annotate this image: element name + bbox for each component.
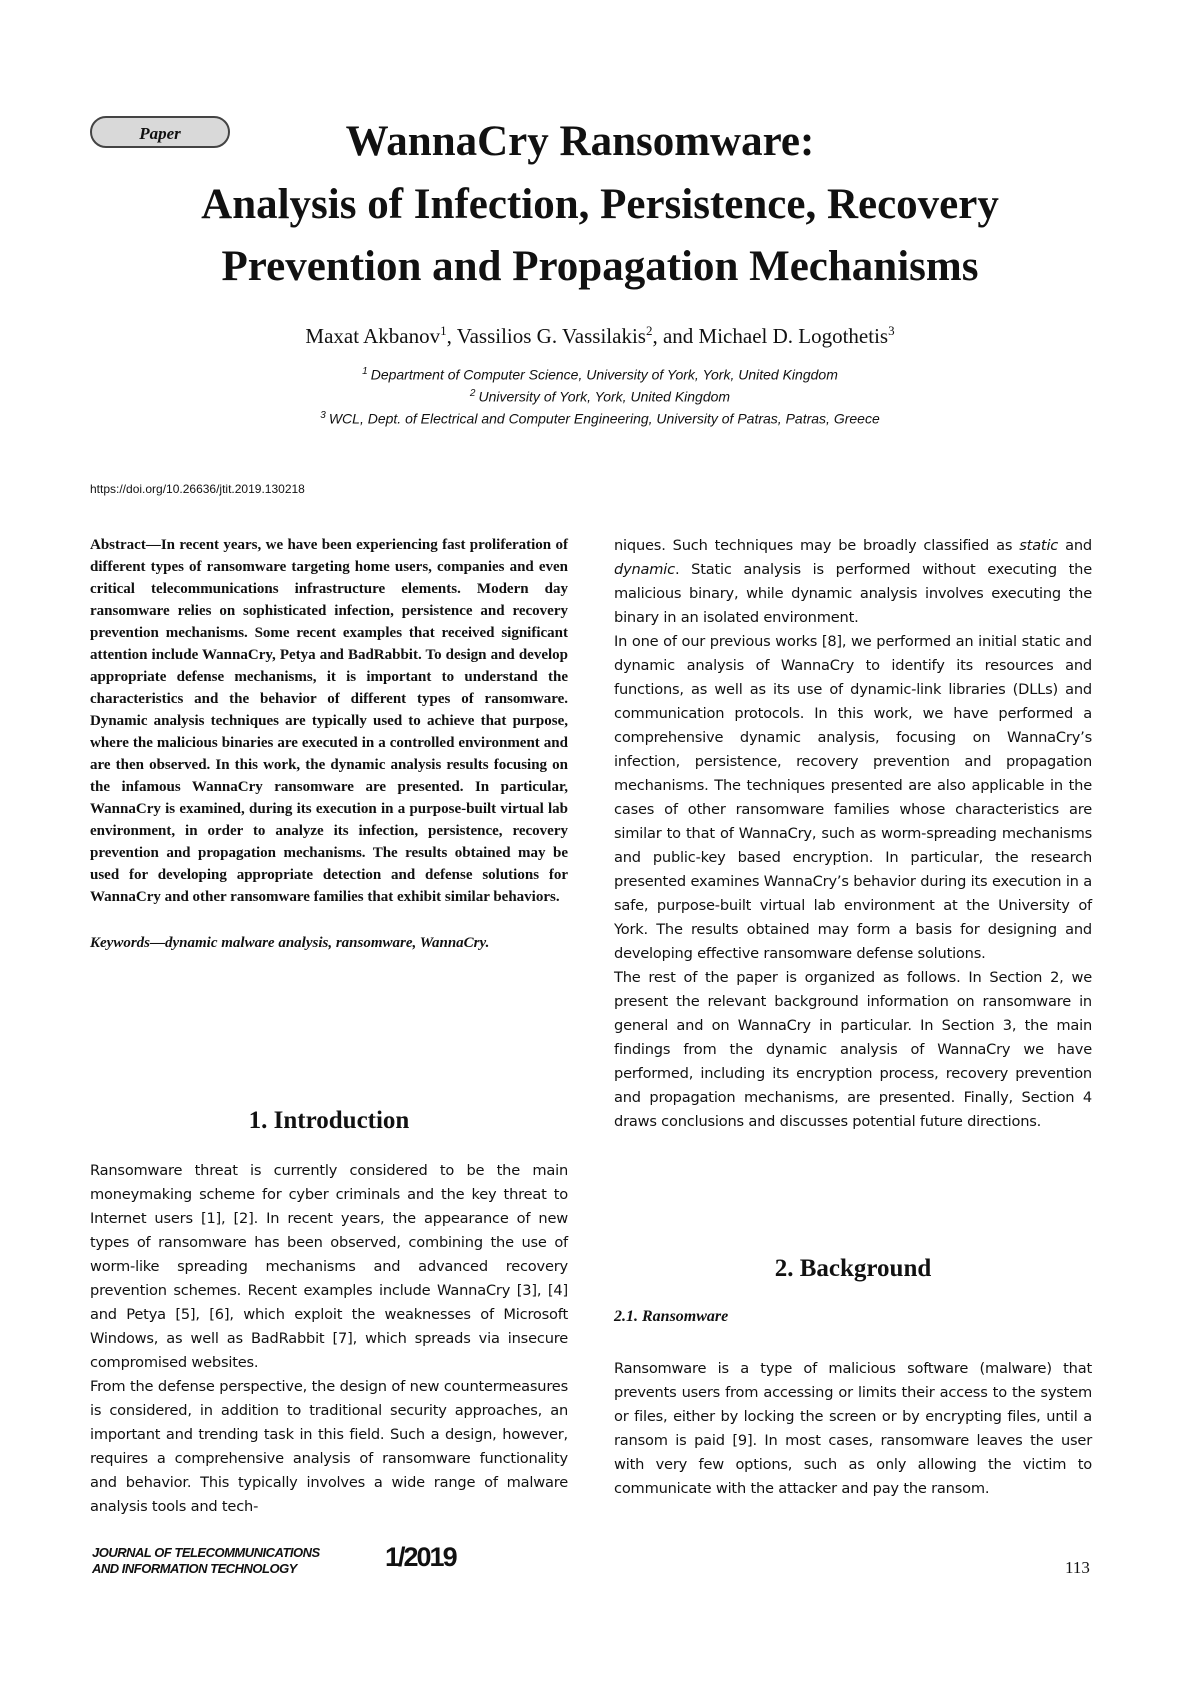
- paragraph: Ransomware is a type of malicious software (malware) that prevents users from accessing or limits their access to the system or files, either by locking the screen or by encrypting files, until a ransom is paid [9]. In most cases, ransomware leaves the user with very few options, such as only allowing the victim to communicate with the attacker and pay the ransom.: [614, 1360, 1092, 1497]
- left-column: [90, 534, 568, 954]
- introduction-body: [90, 1159, 568, 1519]
- emphasis: static: [1019, 537, 1059, 554]
- journal-line: AND INFORMATION TECHNOLOGY: [92, 1561, 297, 1576]
- journal-line: JOURNAL OF TELECOMMUNICATIONS: [92, 1545, 320, 1560]
- title-line-1: WannaCry Ransomware:: [345, 118, 815, 165]
- paper-type-badge: Paper: [90, 116, 230, 148]
- page-number: 113: [1065, 1558, 1090, 1577]
- issue-number: 1/2019: [385, 1542, 456, 1572]
- title-line-3: Prevention and Propagation Mechanisms: [221, 243, 979, 290]
- paragraph: In one of our previous works [8], we performed an initial static and dynamic analysis of WannaCry to identify its resources and functions, as well as its use of dynamic-link libraries (DLLs) and communication protocols. In this work, we have performed a comprehensive dynamic analysis, focusing on WannaCry’s infection, persistence, recovery prevention and propagation mechanisms. The techniques presented are also applicable in the cases of other ransomware families whose characteristics are similar to that of WannaCry, such as worm-spreading mechanisms and public-key based encryption. In particular, the research presented examines WannaCry’s behavior during its execution in a safe, purpose-built virtual lab environment at the University of York. The results obtained may form a basis for designing and developing effective ransomware defense solutions.: [614, 633, 1092, 962]
- affiliation-sup: 3: [320, 410, 326, 421]
- section-title-introduction: 1. Introduction: [248, 1107, 410, 1134]
- doi-link[interactable]: https://doi.org/10.26636/jtit.2019.130218: [90, 482, 305, 496]
- author-name: , and Michael D. Logothetis: [652, 324, 889, 348]
- paragraph: [614, 534, 1092, 630]
- keywords: Keywords—dynamic malware analysis, ransomware, WannaCry.: [90, 935, 490, 951]
- affiliation-sup: 2: [469, 388, 476, 399]
- author-name: , Vassilios G. Vassilakis: [446, 324, 646, 348]
- text-span: . Static analysis is performed without executing the malicious binary, while dynamic analysis involves executing the binary in an isolated environment.: [614, 561, 1092, 626]
- right-column-body: [614, 534, 1092, 1134]
- subsection-title-ransomware: 2.1. Ransomware: [614, 1308, 729, 1325]
- author-sup: 3: [888, 323, 895, 338]
- paragraph: The rest of the paper is organized as follows. In Section 2, we present the relevant background information on ransomware in general and on WannaCry in particular. In Section 3, the main findings from the dynamic analysis of WannaCry we have performed, including its encryption process, recovery prevention and propagation mechanisms, are presented. Finally, Section 4 draws conclusions and discusses potential future directions.: [614, 969, 1092, 1130]
- author-sup: 2: [645, 323, 653, 338]
- affiliation-text: Department of Computer Science, University of York, York, United Kingdom: [370, 366, 838, 383]
- affiliation-3: [80, 405, 1120, 430]
- title-line-2: Analysis of Infection, Persistence, Recovery: [201, 181, 999, 228]
- abstract: Abstract—In recent years, we have been experiencing fast proliferation of different types of ransomware targeting home users, companies and even critical telecommunications infrastructure elements. Modern day ransomware relies on sophisticated infection, persistence and recovery prevention mechanisms. Some recent examples that received significant attention include WannaCry, Petya and BadRabbit. To design and develop appropriate defense mechanisms, it is important to understand the characteristics and the behavior of different types of ransomware. Dynamic analysis techniques are typically used to achieve that purpose, where the malicious binaries are executed in a controlled environment and are then observed. In this work, the dynamic analysis results focusing on the infamous WannaCry ransomware are presented. In particular, WannaCry is examined, during its execution in a purpose-built virtual lab environment, in order to analyze its infection, persistence, recovery prevention and propagation mechanisms. The results obtained may be used for developing appropriate detection and defense solutions for WannaCry and other ransomware families that exhibit similar behaviors.: [90, 537, 568, 905]
- author-sup: 1: [440, 323, 447, 338]
- section-title-background: 2. Background: [774, 1255, 932, 1282]
- paragraph: Ransomware threat is currently considered to be the main moneymaking scheme for cyber criminals and the key threat to Internet users [1], [2]. In recent years, the appearance of new types of ransomware has been observed, combining the use of worm-like spreading mechanisms and advanced recovery prevention schemes. Recent examples include WannaCry [3], [4] and Petya [5], [6], which exploit the weaknesses of Microsoft Windows, as well as BadRabbit [7], which spreads via insecure compromised websites.: [90, 1162, 568, 1371]
- affiliation-2: [80, 383, 1120, 408]
- affiliation-text: University of York, York, United Kingdom: [478, 388, 731, 405]
- ransomware-body: [614, 1357, 1092, 1501]
- affiliation-sup: 1: [362, 366, 368, 377]
- emphasis: dynamic: [614, 561, 675, 578]
- affiliation-text: WCL, Dept. of Electrical and Computer Engineering, University of Patras, Patras, Greece: [328, 410, 880, 427]
- text-span: niques. Such techniques may be broadly classified as: [614, 537, 1020, 554]
- paragraph: From the defense perspective, the design of new countermeasures is considered, in addition to traditional security approaches, an important and trending task in this field. Such a design, however, requires a comprehensive analysis of ransomware functionality and behavior. This typically involves a wide range of malware analysis tools and tech-: [90, 1378, 568, 1515]
- text-span: and: [1058, 537, 1092, 554]
- author-name: Maxat Akbanov: [305, 324, 441, 348]
- affiliation-1: [80, 361, 1120, 386]
- journal-name: [92, 1545, 320, 1577]
- author-list: [80, 316, 1120, 351]
